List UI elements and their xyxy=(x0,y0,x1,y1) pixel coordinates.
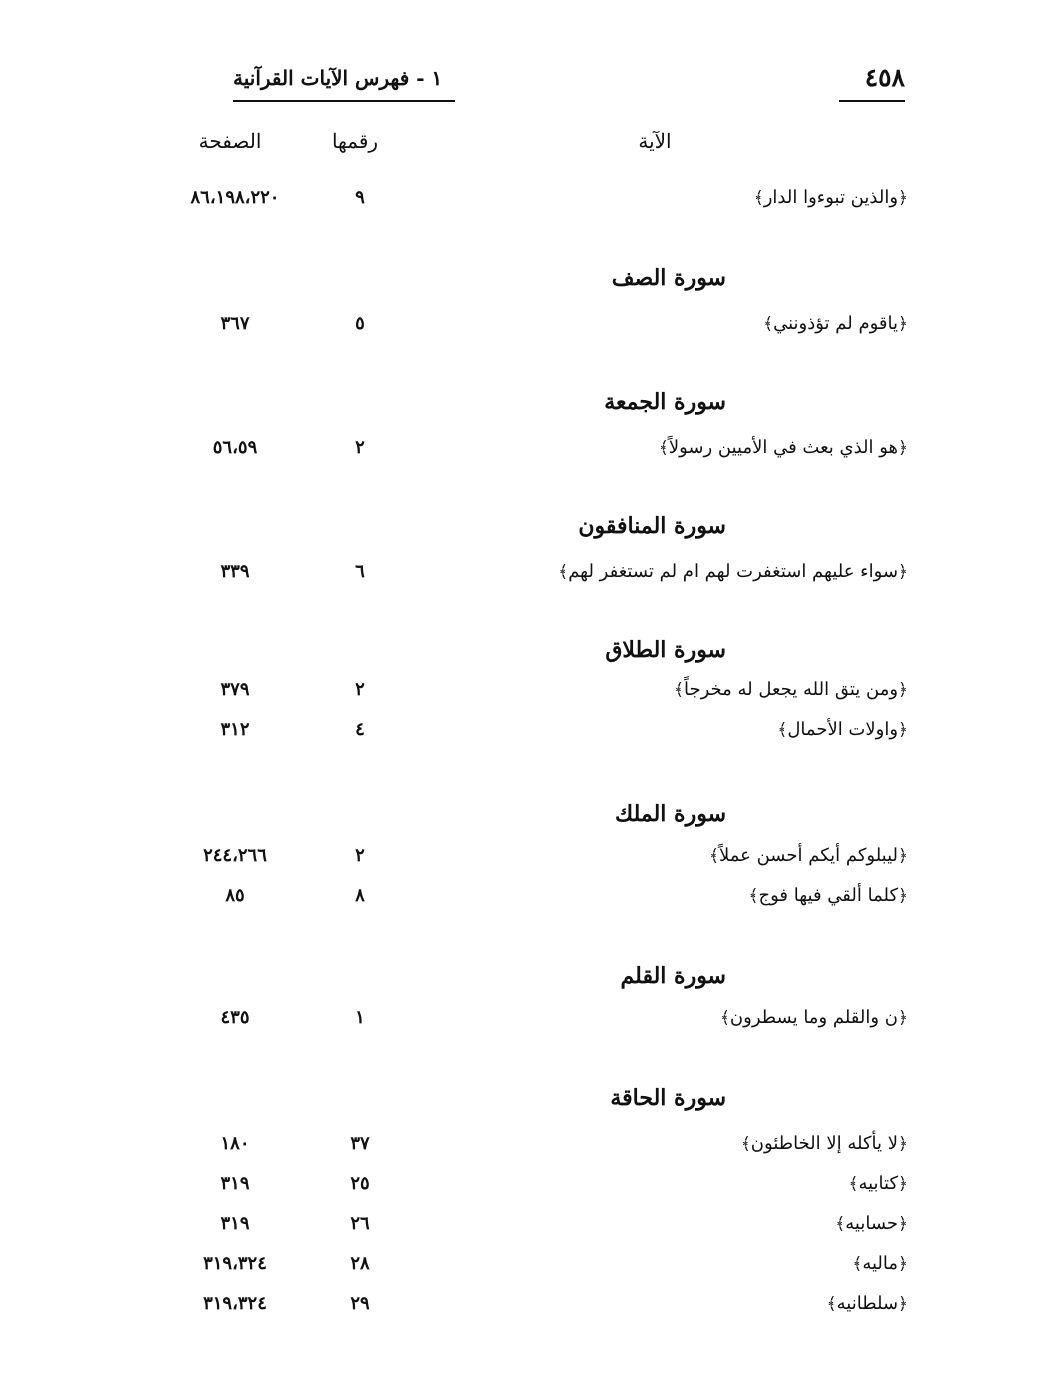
ornament-open-icon: ﴿ xyxy=(898,314,908,334)
verse-text-content: سلطانيه xyxy=(836,1293,899,1314)
verse-number: ٤ xyxy=(355,719,365,740)
ornament-close-icon: ﴾ xyxy=(709,846,719,866)
running-title: ١ - فهرس الآيات القرآنية xyxy=(233,66,443,90)
verse-text xyxy=(741,1130,908,1158)
verse-pages: ٣٧٩ xyxy=(220,679,250,700)
ornament-close-icon: ﴾ xyxy=(848,1174,859,1194)
verse-text xyxy=(558,558,908,586)
surah-title: سورة القلم xyxy=(620,963,726,989)
verse-text xyxy=(674,676,908,704)
verse-number: ٢٩ xyxy=(350,1293,370,1314)
page-number: ٤٥٨ xyxy=(864,63,905,92)
ornament-close-icon: ﴾ xyxy=(740,1134,751,1154)
verse-text-content: واولات الأحمال xyxy=(787,719,899,740)
ornament-open-icon: ﴿ xyxy=(898,438,908,458)
ornament-open-icon: ﴿ xyxy=(898,1254,908,1274)
verse-number: ٢٦ xyxy=(350,1213,370,1234)
ornament-close-icon: ﴾ xyxy=(852,1254,863,1274)
verse-text-content: كلما ألقي فيها فوج xyxy=(758,885,899,906)
ornament-close-icon: ﴾ xyxy=(777,720,788,740)
verse-pages: ٨٥ xyxy=(225,885,245,906)
verse-text xyxy=(848,1170,908,1198)
verse-text-content: حسابيه xyxy=(845,1213,899,1234)
verse-text xyxy=(852,1250,908,1278)
ornament-open-icon: ﴿ xyxy=(898,886,908,906)
ornament-open-icon: ﴿ xyxy=(898,562,908,582)
ornament-open-icon: ﴿ xyxy=(898,1174,908,1194)
verse-text xyxy=(659,434,908,462)
verse-text-content: لا يأكله إلا الخاطئون xyxy=(750,1133,899,1154)
ornament-close-icon: ﴾ xyxy=(753,188,764,208)
verse-number: ٣٧ xyxy=(350,1133,370,1154)
verse-text xyxy=(720,1004,908,1032)
verse-text xyxy=(749,882,908,910)
ornament-close-icon: ﴾ xyxy=(763,314,774,334)
surah-title: سورة الحاقة xyxy=(610,1085,726,1111)
verse-text-content: ومن يتق الله يجعل له مخرجاً xyxy=(683,679,899,700)
ornament-close-icon: ﴾ xyxy=(558,562,569,582)
ornament-close-icon: ﴾ xyxy=(835,1214,846,1234)
verse-number: ٢ xyxy=(355,679,365,700)
ornament-open-icon: ﴿ xyxy=(898,1008,908,1028)
verse-text-content: كتابيه xyxy=(858,1173,899,1194)
ornament-open-icon: ﴿ xyxy=(898,1134,908,1154)
ornament-close-icon: ﴾ xyxy=(719,1008,730,1028)
ornament-close-icon: ﴾ xyxy=(673,680,684,700)
verse-number: ٢٥ xyxy=(350,1173,370,1194)
verse-text-content: سواء عليهم استغفرت لهم ام لم تستغفر لهم xyxy=(568,561,899,582)
verse-pages: ٣٣٩ xyxy=(220,561,250,582)
verse-pages: ٣١٢ xyxy=(220,719,250,740)
ornament-close-icon: ﴾ xyxy=(748,886,759,906)
column-header-page: الصفحة xyxy=(198,129,262,153)
verse-number: ٦ xyxy=(355,561,365,582)
verse-pages: ٣١٩،٣٢٤ xyxy=(203,1253,267,1274)
verse-text xyxy=(835,1210,908,1238)
verse-pages: ٨٦،١٩٨،٢٢٠ xyxy=(190,187,280,208)
ornament-close-icon: ﴾ xyxy=(658,438,669,458)
verse-text xyxy=(763,310,908,338)
verse-pages: ٣١٩ xyxy=(220,1213,250,1234)
ornament-open-icon: ﴿ xyxy=(898,1294,908,1314)
verse-text-content: هو الذي بعث في الأميين رسولاً xyxy=(668,437,899,458)
verse-number: ٥ xyxy=(355,313,365,334)
verse-number: ٢٨ xyxy=(350,1253,370,1274)
surah-title: سورة الجمعة xyxy=(604,389,726,415)
verse-pages: ٥٦،٥٩ xyxy=(212,437,258,458)
verse-pages: ٣١٩،٣٢٤ xyxy=(203,1293,267,1314)
verse-text-content: والذين تبوءوا الدار xyxy=(763,187,899,208)
verse-text-content: ياقوم لم تؤذونني xyxy=(773,313,899,334)
ornament-open-icon: ﴿ xyxy=(898,188,908,208)
surah-title: سورة الصف xyxy=(611,265,726,291)
ornament-close-icon: ﴾ xyxy=(826,1294,837,1314)
surah-title: سورة الطلاق xyxy=(605,637,726,663)
verse-pages: ٢٤٤،٢٦٦ xyxy=(203,845,267,866)
verse-number: ١ xyxy=(355,1007,365,1028)
verse-number: ٨ xyxy=(355,885,365,906)
verse-pages: ١٨٠ xyxy=(220,1133,250,1154)
verse-pages: ٣١٩ xyxy=(220,1173,250,1194)
verse-text-content: ليبلوكم أيكم أحسن عملاً xyxy=(719,845,899,866)
verse-text xyxy=(709,842,908,870)
ornament-open-icon: ﴿ xyxy=(898,846,908,866)
column-header-ayah: الآية xyxy=(638,129,672,153)
verse-text xyxy=(777,716,908,744)
verse-text xyxy=(754,184,908,212)
column-header-number: رقمها xyxy=(331,129,379,153)
verse-number: ٢ xyxy=(355,845,365,866)
verse-pages: ٤٣٥ xyxy=(220,1007,250,1028)
verse-text xyxy=(827,1290,908,1318)
verse-text-content: ماليه xyxy=(862,1253,899,1274)
verse-pages: ٣٦٧ xyxy=(220,313,250,334)
verse-number: ٢ xyxy=(355,437,365,458)
ornament-open-icon: ﴿ xyxy=(898,720,908,740)
surah-title: سورة المنافقون xyxy=(578,513,726,539)
surah-title: سورة الملك xyxy=(615,801,726,827)
verse-number: ٩ xyxy=(355,187,365,208)
ornament-open-icon: ﴿ xyxy=(898,680,908,700)
verse-text-content: ن والقلم وما يسطرون xyxy=(729,1007,899,1028)
ornament-open-icon: ﴿ xyxy=(898,1214,908,1234)
